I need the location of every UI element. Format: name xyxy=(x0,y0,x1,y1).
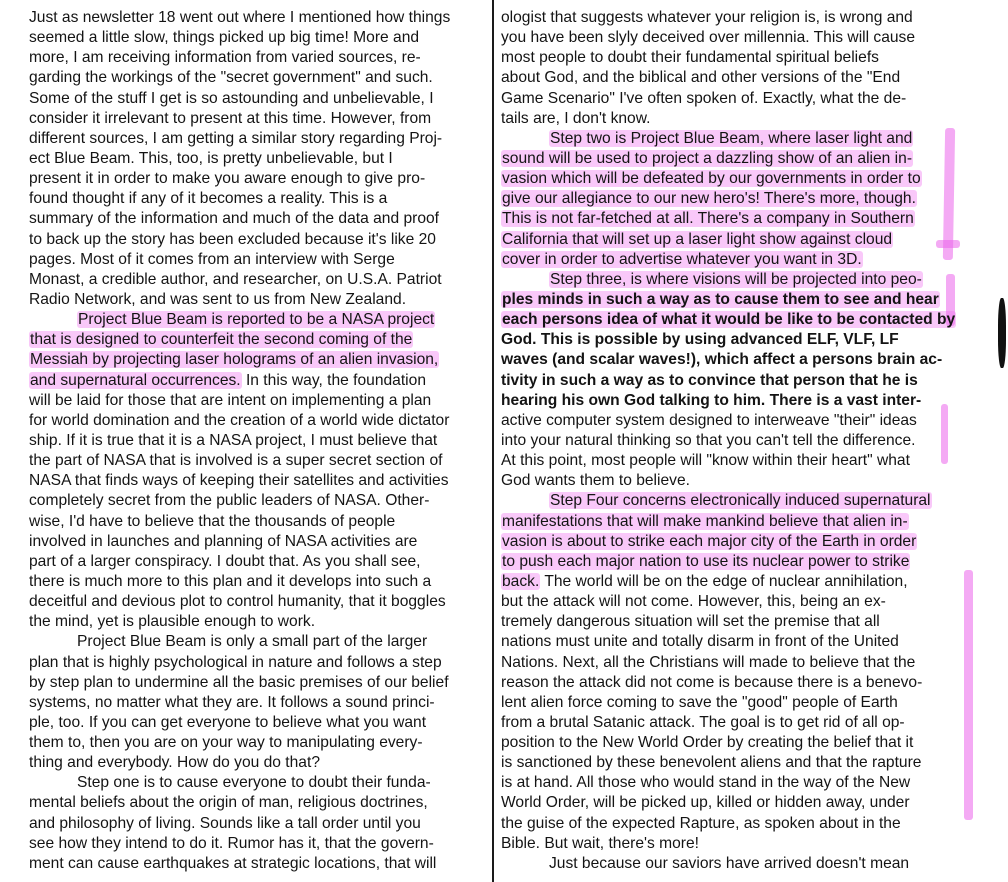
text-line xyxy=(29,552,489,572)
text-line xyxy=(501,129,1001,149)
text-line xyxy=(29,411,489,431)
text-line xyxy=(29,8,489,28)
text-line xyxy=(501,673,1001,693)
highlighted-text: Project Blue Beam is reported to be a NASA project xyxy=(78,311,435,329)
text-line xyxy=(29,572,489,592)
text-fragment: Radio Network, and was sent to us from New Zealand. xyxy=(29,290,407,308)
text-fragment: involved in launches and planning of NASA activities are xyxy=(29,532,418,550)
text-line xyxy=(29,733,489,753)
text-line xyxy=(501,773,1001,793)
highlighted-text: Step three, is where visions will be projected into peo- xyxy=(550,270,922,288)
text-line xyxy=(29,592,489,612)
text-fragment: seemed a little slow, things picked up big time! More and xyxy=(29,29,420,47)
text-line xyxy=(501,169,1001,189)
text-line xyxy=(29,491,489,511)
text-fragment: The world will be on the edge of nuclear annihilation, xyxy=(540,572,908,590)
left-column xyxy=(29,8,489,874)
text-line xyxy=(501,753,1001,773)
text-fragment: for world domination and the creation of a world wide dictator xyxy=(29,411,450,429)
text-fragment: ect Blue Beam. This, too, is pretty unbelievable, but I xyxy=(29,149,393,167)
text-line xyxy=(29,632,489,652)
highlighted-text: and supernatural occurrences. xyxy=(30,371,241,389)
text-line xyxy=(29,330,489,350)
text-line xyxy=(29,653,489,673)
text-fragment: World Order, will be picked up, killed or hidden away, under xyxy=(501,794,910,812)
text-fragment: hearing his own God talking to him. There is a vast inter- xyxy=(501,391,922,409)
highlighted-text: back. xyxy=(502,572,540,590)
text-fragment: tivity in such a way as to convince that person that he is xyxy=(501,371,918,389)
text-line xyxy=(501,48,1001,68)
text-fragment: Monast, a credible author, and researcher, on U.S.A. Patriot xyxy=(29,270,442,288)
highlighted-text: that is designed to counterfeit the second coming of the xyxy=(30,331,413,349)
text-line xyxy=(501,512,1001,532)
text-line xyxy=(501,391,1001,411)
text-line xyxy=(29,109,489,129)
text-line xyxy=(29,48,489,68)
text-fragment: Game Scenario" I've often spoken of. Exactly, what the de- xyxy=(501,89,907,107)
text-fragment: Step one is to cause everyone to doubt their funda- xyxy=(77,774,431,792)
text-fragment: Bible. But wait, there's more! xyxy=(501,834,699,852)
text-line xyxy=(501,653,1001,673)
text-fragment: lent alien force coming to save the "good" people of Earth xyxy=(501,693,898,711)
text-fragment: ple, too. If you can get everyone to believe what you want xyxy=(29,713,427,731)
text-fragment: into your natural thinking so that you can't tell the difference. xyxy=(501,431,916,449)
text-line xyxy=(501,632,1001,652)
text-fragment: ment can cause earthquakes at strategic locations, that will xyxy=(29,854,437,872)
text-line xyxy=(29,391,489,411)
right-column xyxy=(501,8,1001,874)
text-line xyxy=(29,371,489,391)
text-fragment: garding the workings of the "secret government" and such. xyxy=(29,69,433,87)
text-fragment: completely secret from the public leaders of NASA. Other- xyxy=(29,492,430,510)
text-line xyxy=(29,793,489,813)
text-fragment: summary of the information and much of the data and proof xyxy=(29,210,439,228)
text-line xyxy=(29,471,489,491)
text-line xyxy=(501,68,1001,88)
text-line xyxy=(29,451,489,471)
text-fragment: there is much more to this plan and it develops into such a xyxy=(29,572,432,590)
highlighted-text: to push each major nation to use its nuclear power to strike xyxy=(502,552,910,570)
highlighted-text: sound will be used to project a dazzling show of an alien in- xyxy=(502,149,913,167)
text-line xyxy=(29,713,489,733)
text-line xyxy=(29,834,489,854)
text-line xyxy=(501,451,1001,471)
text-line xyxy=(29,149,489,169)
text-fragment: tremely dangerous situation will set the premise that all xyxy=(501,613,880,631)
text-line xyxy=(501,592,1001,612)
text-fragment: will be laid for those that are intent on implementing a plan xyxy=(29,391,432,409)
text-line xyxy=(501,411,1001,431)
text-line xyxy=(29,68,489,88)
text-fragment: God wants them to believe. xyxy=(501,472,690,490)
text-fragment: you have been slyly deceived over millennia. This will cause xyxy=(501,29,916,47)
text-line xyxy=(501,290,1001,310)
text-fragment: waves (and scalar waves!), which affect a persons brain ac- xyxy=(501,351,943,369)
highlighted-text: manifestations that will make mankind believe that alien in- xyxy=(502,512,908,530)
text-fragment: systems, no matter what they are. It follows a sound princi- xyxy=(29,693,435,711)
column-divider xyxy=(492,0,494,882)
text-fragment: and philosophy of living. Sounds like a tall order until you xyxy=(29,814,421,832)
highlighted-text: Step two is Project Blue Beam, where laser light and xyxy=(550,129,913,147)
text-fragment: ship. If it is true that it is a NASA project, I must believe that xyxy=(29,431,438,449)
text-fragment: nations must unite and totally disarm in front of the United xyxy=(501,633,899,651)
text-line xyxy=(29,270,489,290)
text-line xyxy=(29,431,489,451)
highlighted-text: each persons idea of what it would be like to be contacted by xyxy=(502,311,956,329)
text-fragment: the guise of the expected Rapture, as spoken about in the xyxy=(501,814,901,832)
text-fragment: At this point, most people will "know within their heart" what xyxy=(501,452,910,470)
text-line xyxy=(29,28,489,48)
text-line xyxy=(29,169,489,189)
highlighted-text: Step Four concerns electronically induced supernatural xyxy=(550,492,931,510)
text-line xyxy=(29,209,489,229)
text-line xyxy=(501,149,1001,169)
text-line xyxy=(501,532,1001,552)
text-line xyxy=(501,552,1001,572)
text-line xyxy=(501,8,1001,28)
highlighted-text: Messiah by projecting laser holograms of an alien invasion, xyxy=(30,351,439,369)
text-fragment: present it in order to make you aware enough to give pro- xyxy=(29,170,426,188)
text-line xyxy=(29,230,489,250)
text-fragment: part of a larger conspiracy. I doubt that. As you shall see, xyxy=(29,552,421,570)
text-fragment: pages. Most of it comes from an interview with Serge xyxy=(29,250,395,268)
text-fragment: Nations. Next, all the Christians will made to believe that the xyxy=(501,653,916,671)
text-fragment: God. This is possible by using advanced ELF, VLF, LF xyxy=(501,331,899,349)
text-line xyxy=(29,612,489,632)
text-line xyxy=(29,512,489,532)
text-fragment: them to, then you are on your way to manipulating every- xyxy=(29,734,423,752)
text-line xyxy=(501,209,1001,229)
text-line xyxy=(29,532,489,552)
text-line xyxy=(29,290,489,310)
text-line xyxy=(501,612,1001,632)
text-fragment: position to the New World Order by creating the belief that it xyxy=(501,734,914,752)
text-fragment: NASA that finds ways of keeping their satellites and activities xyxy=(29,472,449,490)
text-fragment: more, I am receiving information from varied sources, re- xyxy=(29,49,421,67)
text-fragment: different sources, I am getting a similar story regarding Proj- xyxy=(29,129,443,147)
text-fragment: plan that is highly psychological in nature and follows a step xyxy=(29,653,442,671)
text-fragment: Just because our saviors have arrived doesn't mean xyxy=(549,854,910,872)
text-fragment: is at hand. All those who would stand in the way of the New xyxy=(501,774,911,792)
text-fragment: see how they intend to do it. Rumor has it, that the govern- xyxy=(29,834,434,852)
text-line xyxy=(29,673,489,693)
text-fragment: active computer system designed to interweave "their" ideas xyxy=(501,411,917,429)
highlighted-text: California that will set up a laser light show against cloud xyxy=(502,230,893,248)
text-line xyxy=(29,129,489,149)
text-fragment: most people to doubt their fundamental spiritual beliefs xyxy=(501,49,879,67)
text-fragment: mental beliefs about the origin of man, religious doctrines, xyxy=(29,794,428,812)
text-fragment: In this way, the foundation xyxy=(241,371,426,389)
text-line xyxy=(501,270,1001,290)
highlighted-text: vasion is about to strike each major city of the Earth in order xyxy=(502,532,917,550)
text-line xyxy=(501,793,1001,813)
text-line xyxy=(29,814,489,834)
text-line xyxy=(501,572,1001,592)
text-line xyxy=(501,713,1001,733)
text-fragment: the part of NASA that is involved is a super secret section of xyxy=(29,452,443,470)
text-fragment: the mind, yet is plausible enough to work. xyxy=(29,613,316,631)
text-fragment: Just as newsletter 18 went out where I mentioned how things xyxy=(29,9,451,26)
highlighted-text: give our allegiance to our new hero's! There's more, though. xyxy=(502,190,916,208)
text-fragment: about God, and the biblical and other versions of the "End xyxy=(501,69,901,87)
text-line xyxy=(501,109,1001,129)
text-line xyxy=(501,189,1001,209)
text-fragment: Project Blue Beam is only a small part of the larger xyxy=(77,633,428,651)
text-line xyxy=(501,250,1001,270)
text-line xyxy=(501,350,1001,370)
highlighted-text: cover in order to advertise whatever you want in 3D. xyxy=(502,250,862,268)
text-line xyxy=(501,28,1001,48)
text-fragment: consider it irrelevant to present at this time. However, from xyxy=(29,109,432,127)
text-fragment: thing and everybody. How do you do that? xyxy=(29,754,320,772)
text-fragment: from a brutal Satanic attack. The goal is to get rid of all op- xyxy=(501,713,905,731)
text-line xyxy=(501,230,1001,250)
text-line xyxy=(501,814,1001,834)
text-line xyxy=(29,310,489,330)
text-line xyxy=(501,330,1001,350)
text-line xyxy=(501,854,1001,874)
text-line xyxy=(501,431,1001,451)
text-line xyxy=(29,753,489,773)
text-line xyxy=(29,854,489,874)
text-line xyxy=(501,89,1001,109)
text-fragment: wise, I'd have to believe that the thousands of people xyxy=(29,512,396,530)
text-line xyxy=(29,773,489,793)
highlighted-text: This is not far-fetched at all. There's a company in Southern xyxy=(502,210,914,228)
text-fragment: ologist that suggests whatever your religion is, is wrong and xyxy=(501,9,913,26)
text-line xyxy=(501,733,1001,753)
text-line xyxy=(501,693,1001,713)
text-line xyxy=(501,834,1001,854)
text-fragment: tails are, I don't know. xyxy=(501,109,651,127)
text-fragment: but the attack will not come. However, this, being an ex- xyxy=(501,593,886,611)
text-line xyxy=(29,250,489,270)
text-fragment: Some of the stuff I get is so astounding and unbelievable, I xyxy=(29,89,434,107)
text-fragment: is sanctioned by these benevolent aliens and that the rapture xyxy=(501,754,922,772)
text-line xyxy=(29,89,489,109)
text-line xyxy=(29,693,489,713)
text-fragment: reason the attack did not come is because there is a benevo- xyxy=(501,673,923,691)
highlighted-text: vasion which will be defeated by our governments in order to xyxy=(502,170,921,188)
text-line xyxy=(501,371,1001,391)
highlighted-text: ples minds in such a way as to cause them to see and hear xyxy=(502,290,939,308)
text-line xyxy=(501,310,1001,330)
text-fragment: to back up the story has been excluded because it's like 20 xyxy=(29,230,436,248)
text-fragment: deceitful and devious plot to control humanity, that it boggles xyxy=(29,593,446,611)
text-line xyxy=(501,471,1001,491)
text-line xyxy=(29,189,489,209)
text-line xyxy=(29,350,489,370)
text-fragment: by step plan to undermine all the basic premises of our belief xyxy=(29,673,449,691)
text-line xyxy=(501,491,1001,511)
text-fragment: found thought if any of it becomes a reality. This is a xyxy=(29,190,388,208)
